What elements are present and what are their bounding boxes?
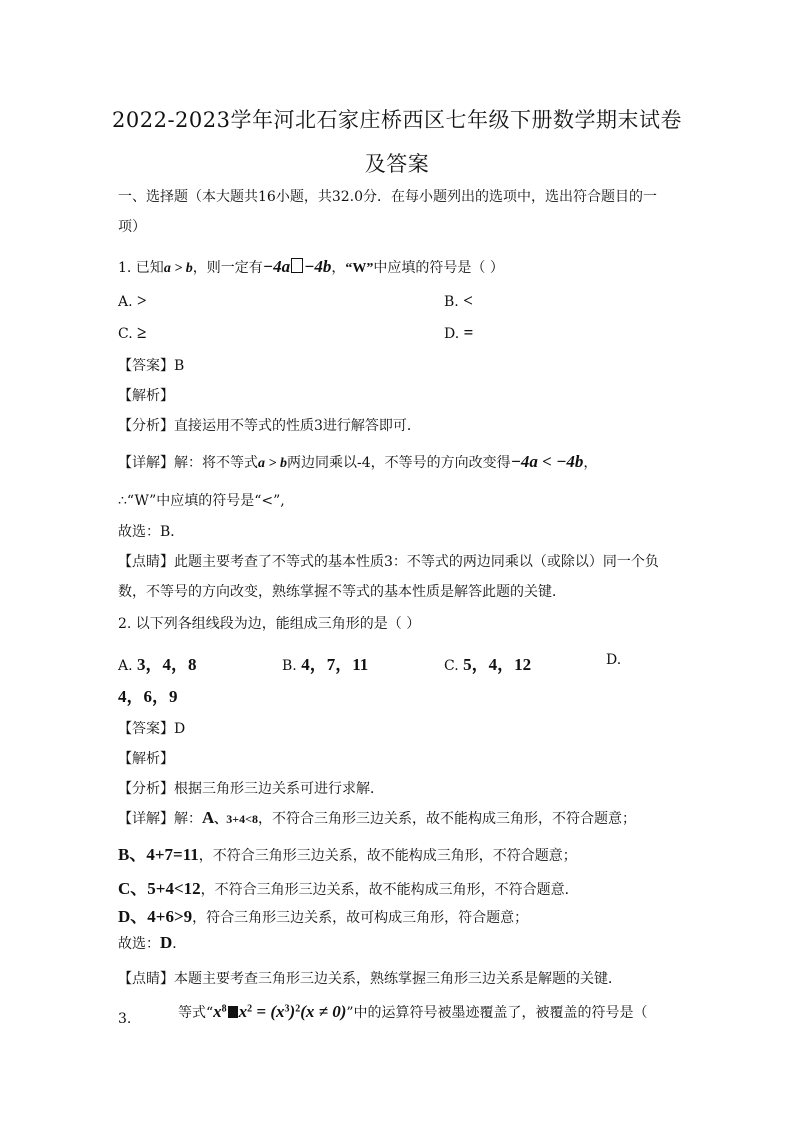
q2-detail-text-b: ，不符合三角形三边关系，故不能构成三角形，不符合题意； [198, 848, 577, 864]
q3-expr-close: ) [289, 1002, 296, 1021]
q2-detail-expr-a: 、3+4<8 [214, 812, 258, 826]
q2-detail-text-d: ，符合三角形三边关系，故可构成三角形，符合题意； [192, 910, 529, 926]
q1-option-b-value: < [463, 291, 473, 310]
q1-mid: ，则一定有 [192, 260, 263, 276]
q1-analysis: 【分析】直接运用不等式的性质3进行解答即可． [118, 418, 421, 434]
q1-expr-left: −4a [262, 257, 291, 276]
q1-therefore: ∴“W”中应填的符号是“<”, [118, 493, 285, 509]
q1-suffix: 中应填的符号是（ ） [373, 260, 504, 276]
q3-expr-cond: (x ≠ 0) [300, 1002, 347, 1021]
q2-option-b [282, 650, 368, 675]
q2-option-a [118, 650, 197, 675]
section-heading-cont: 项） [118, 219, 146, 235]
q1-option-d [444, 323, 473, 343]
q2-detail-expr-c: C、5+4<12 [118, 879, 201, 898]
q2-answer: 【答案】D [118, 721, 186, 737]
q2-choose-prefix: 故选： [118, 936, 160, 952]
q2-detail-line2 [118, 840, 577, 865]
q1-answer: 【答案】B [118, 358, 185, 374]
q3-exp-8: 8 [221, 1003, 227, 1015]
q1-analysis-heading: 【解析】 [118, 388, 174, 404]
q3-prefix: 等式“ [178, 1005, 214, 1021]
q2-option-b-value: 4，7，11 [301, 655, 369, 674]
q1-comment-line1: 【点睛】此题主要考查了不等式的基本性质3：不等式的两边同乘以（或除以）同一个负 [118, 554, 659, 570]
q3-number: 3. [118, 1011, 132, 1027]
q1-detail-expr: −4a < −4b [510, 452, 584, 471]
q2-detail-letter-a: A [202, 808, 215, 827]
q1-detail-prefix: 【详解】解：将不等式 [118, 455, 258, 471]
q1-option-d-label: D. [444, 326, 460, 342]
q2-choose-letter: D [160, 933, 173, 952]
q2-analysis: 【分析】根据三角形三边关系可进行求解． [118, 781, 384, 797]
q2-stem: 2. 以下列各组线段为边，能组成三角形的是（ ） [118, 616, 421, 632]
q2-option-b-label: B. [282, 658, 297, 674]
blank-box [291, 258, 303, 273]
q1-option-a-label: A. [118, 294, 133, 310]
q2-option-d-label: D. [606, 652, 622, 668]
q1-detail [118, 452, 597, 472]
q1-option-b-label: B. [444, 294, 459, 310]
q2-comment: 【点睛】本题主要考查三角形三边关系，熟练掌握三角形三边关系是解题的关键． [118, 971, 622, 987]
q2-option-c-value: 5，4，12 [463, 655, 532, 674]
q2-detail-expr-b: B、4+7=11 [118, 845, 199, 864]
q2-choose-end: ． [172, 936, 187, 952]
q2-detail-text-a: ，不符合三角形三边关系，故不能构成三角形，不符合题意； [257, 811, 636, 827]
q2-option-c [444, 650, 531, 675]
q1-option-b [444, 291, 473, 311]
q2-detail-prefix: 【详解】解： [118, 811, 202, 827]
q3-suffix: ”中的运算符号被墨迹覆盖了，被覆盖的符号是（ [346, 1005, 648, 1021]
q2-detail-line3 [118, 874, 579, 899]
document-title-line1: 2022-2023学年河北石家庄桥西区七年级下册数学期末试卷 [112, 108, 682, 132]
q2-option-c-label: C. [444, 658, 459, 674]
q3-exp-2b: 2 [295, 1003, 301, 1015]
q2-option-d-text: 4，6，9 [118, 687, 178, 706]
q1-option-c [118, 323, 146, 343]
q2-analysis-heading: 【解析】 [118, 751, 174, 767]
q3-stem [178, 1002, 648, 1022]
q2-detail-expr-d: D、4+6>9 [118, 907, 193, 926]
q1-option-c-value: ≥ [137, 323, 147, 342]
q1-stem [118, 257, 504, 277]
q1-comment-line2: 数，不等号的方向改变，熟练掌握不等式的基本性质是解答此题的关键． [118, 584, 566, 600]
section-heading: 一、选择题（本大题共16小题，共32.0分．在每小题列出的选项中，选出符合题目的一 [118, 189, 657, 205]
q1-prefix: 1. 已知 [118, 260, 164, 276]
q3-exp-2: 2 [247, 1003, 253, 1015]
q1-comma: ， [331, 260, 346, 276]
q1-option-a [118, 291, 147, 311]
q2-detail-text-c: ，不符合三角形三边关系，故不能构成三角形，不符合题意． [200, 882, 579, 898]
q1-condition: a > b [163, 261, 193, 276]
q2-detail-line4 [118, 902, 528, 927]
q1-option-a-value: > [137, 291, 147, 310]
ink-covered-symbol [228, 1006, 238, 1018]
q2-detail-line1 [118, 808, 636, 828]
q1-choose: 故选：B． [118, 524, 185, 540]
q1-detail-condition: a > b [258, 456, 287, 471]
q3-expr-x: x [213, 1002, 222, 1021]
q1-detail-end: ， [583, 455, 598, 471]
q2-option-d-value [118, 682, 178, 707]
q2-option-a-value: 3，4，8 [137, 655, 197, 674]
q1-option-d-value: = [463, 323, 474, 342]
document-title-line2: 及答案 [364, 152, 430, 176]
q3-expr-x2: x [238, 1002, 248, 1021]
q1-option-c-label: C. [118, 326, 133, 342]
q3-exp-3: 3 [284, 1003, 290, 1015]
q1-expr-right: −4b [304, 257, 332, 276]
q1-quote-w: “W” [345, 261, 374, 276]
q3-expr-eq: = (x [252, 1002, 285, 1021]
q1-detail-mid: 两边同乘以-4，不等号的方向改变得 [286, 455, 511, 471]
q2-option-a-label: A. [118, 658, 133, 674]
q2-choose [118, 933, 186, 953]
